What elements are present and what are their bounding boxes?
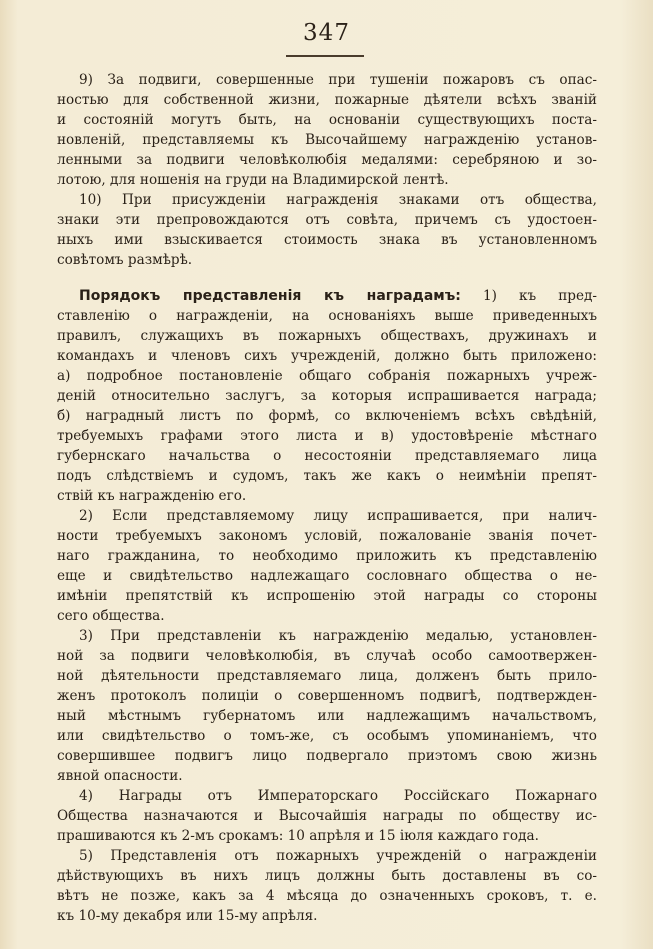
section-awards-procedure [57,286,597,506]
text-line: 4) Награды отъ Императорскаго Россiйскаго Пожарнаго [79,788,597,804]
section-first-line [57,286,597,306]
paragraph-3 [57,626,597,786]
text-line: ности требуемыхъ закономъ условiй, пожалованiе званiя почет- [57,528,597,544]
text-line: прашиваются къ 2-мъ срокамъ: 10 апрѣля и 15 iюля каждаго года. [57,828,539,844]
text-line: дѣйствующихъ въ нихъ лицъ должны быть доставлены въ со- [57,868,597,884]
text-line: ностью для собственной жизни, пожарные дѣятели всѣхъ званiй [57,92,597,108]
text-line: еще и свидѣтельство надлежащаго сословнаго общества о не- [57,568,597,584]
text-line: требуемыхъ графами этого листа и в) удостовѣренiе мѣстнаго [57,428,597,444]
paragraph-4 [57,786,597,846]
text-line: а) подробное постановленiе общаго собранiя пожарныхъ учреж- [57,368,597,384]
text-line: наго гражданина, то необходимо приложить къ представленiю [57,548,597,564]
text-line: ной за подвиги человѣколюбiя, въ случаѣ особо самоотвержен- [57,648,597,664]
text-line: или свидѣтельство о томъ-же, съ особымъ упоминанiемъ, что [57,728,597,744]
paragraph-5 [57,846,597,926]
text-line: совѣтомъ размѣрѣ. [57,252,193,268]
text-line: совершившее подвигъ лицо подвергало приэтомъ свою жизнь [57,748,597,764]
text-line: и состоянiй могутъ быть, на основанiи существующихъ поста- [57,112,597,128]
text-line: 9) За подвиги, совершенные при тушенiи пожаровъ съ опас- [79,72,597,88]
text-line: ной дѣятельности представляемаго лица, долженъ быть прило- [57,668,597,684]
text-line: ныхъ ими взыскивается стоимость знака въ установленномъ [57,232,597,248]
text-line: вѣтъ не позже, какъ за 4 мѣсяца до означенныхъ сроковъ, т. е. [57,888,597,904]
text-line: правилъ, служащихъ въ пожарныхъ обществахъ, дружинахъ и [57,328,597,344]
text-line: Общества назначаются и Высочайшiя награды по обществу ис- [57,808,597,824]
header-rule [286,55,364,57]
paragraph-2 [57,506,597,626]
paragraph-10 [57,190,597,270]
text-line: 5) Представленiя отъ пожарныхъ учрежденiй о награжденiи [79,848,597,864]
text-line: ставленiю о награжденiи, на основанiяхъ выше приведенныхъ [57,308,597,324]
text-line: знаки эти препровождаются отъ совѣта, причемъ съ удостоен- [57,212,597,228]
text-line: денiй относительно заслугъ, за которыя испрашивается награда; [57,388,597,404]
text-line: имѣнiи препятствiй къ испрошенiю этой награды со стороны [57,588,597,604]
page-number: 347 [303,20,350,46]
text-line: новленiй, представляемы къ Высочайшему награжденiю установ- [57,132,597,148]
text-line: б) наградный листъ по формѣ, со включенiемъ всѣхъ свѣдѣнiй, [57,408,597,424]
body-text [57,70,597,926]
text-line: ствiй къ награжденiю его. [57,488,247,504]
text-line: сего общества. [57,608,165,624]
text-line: губернскаго начальства о несостоянiи представляемаго лица [57,448,597,464]
text-line: женъ протоколъ полицiи о совершенномъ подвигѣ, подтвержден- [57,688,597,704]
text-line: къ 10-му декабря или 15-му апрѣля. [57,908,318,924]
section-first-line-rest: 1) къ пред- [460,288,597,304]
text-line: лотою, для ношенiя на груди на Владимирской лентѣ. [57,172,449,188]
text-line: ный мѣстнымъ губернатомъ или надлежащимъ начальствомъ, [57,708,597,724]
paragraph-9 [57,70,597,190]
text-line: подъ слѣдствiемъ и судомъ, такъ же какъ о неимѣнiи препят- [57,468,597,484]
text-line: 2) Если представляемому лицу испрашивается, при налич- [79,508,597,524]
section-heading: Порядокъ представленiя къ наградамъ: [79,288,461,304]
text-line: командахъ и членовъ сихъ учрежденiй, должно быть приложено: [57,348,597,364]
text-line: ленными за подвиги человѣколюбiя медалями: серебряною и зо- [57,152,597,168]
text-line: 10) При присужденiи награжденiя знаками отъ общества, [79,192,597,208]
text-line: 3) При представленiи къ награжденiю медалью, установлен- [79,628,597,644]
section-gap [57,270,597,286]
text-line: явной опасности. [57,768,183,784]
